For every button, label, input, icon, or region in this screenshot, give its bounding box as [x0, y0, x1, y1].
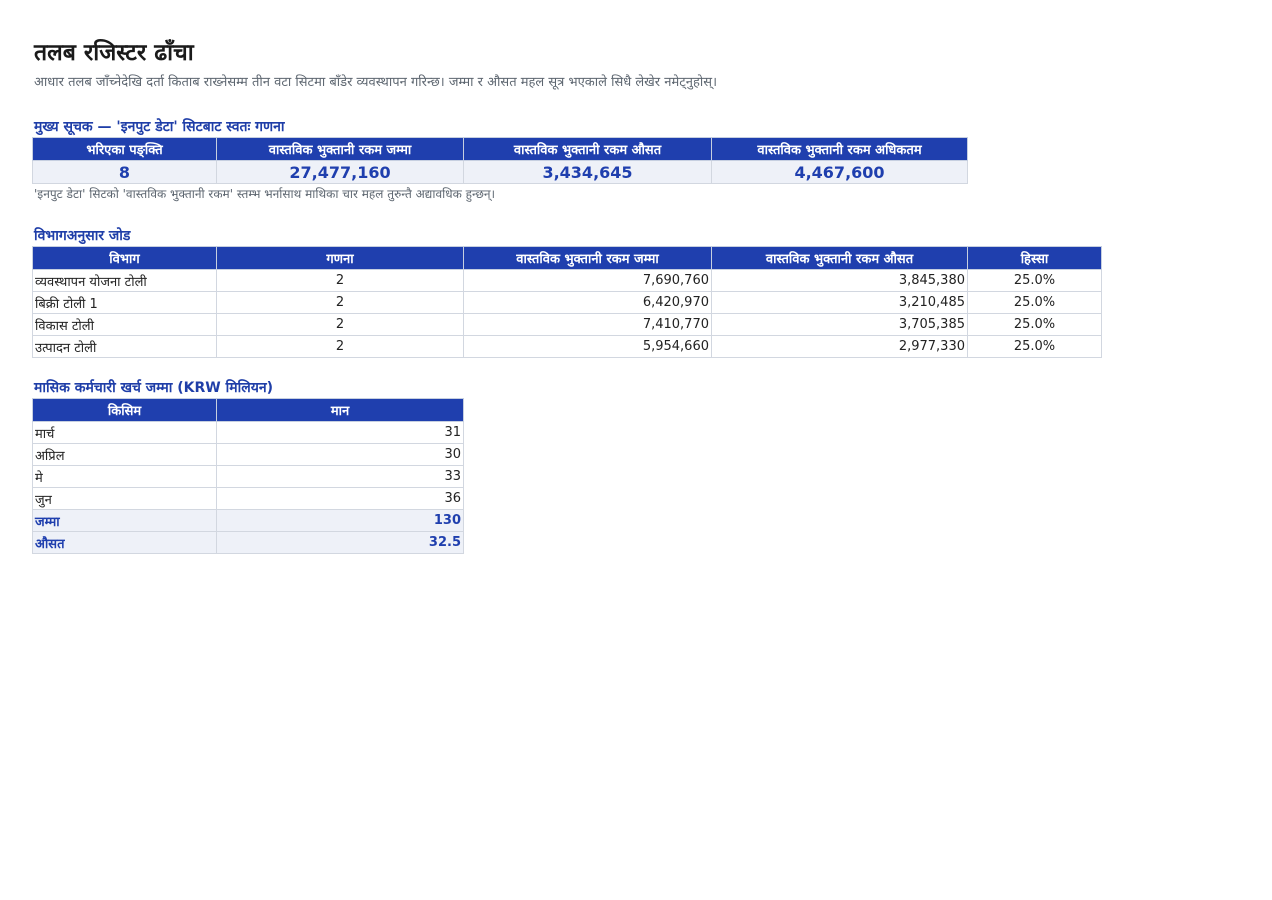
total-value-cell[interactable]: 130 — [217, 510, 464, 532]
kpi-total-value[interactable]: 27,477,160 — [217, 161, 464, 184]
department-header-cell[interactable]: विभाग — [33, 247, 217, 270]
department-average-cell[interactable]: 3,210,485 — [712, 292, 968, 314]
department-share-cell[interactable]: 25.0% — [968, 336, 1102, 358]
average-value-cell[interactable]: 32.5 — [217, 532, 464, 554]
department-share-cell[interactable]: 25.0% — [968, 292, 1102, 314]
department-total-cell[interactable]: 5,954,660 — [464, 336, 712, 358]
kpi-header-cell[interactable]: भरिएका पङ्क्ति — [33, 138, 217, 161]
kpi-section-title: मुख्य सूचक — 'इनपुट डेटा' सिटबाट स्वतः गणना — [34, 119, 285, 135]
department-header-cell[interactable]: वास्तविक भुक्तानी रकम जम्मा — [464, 247, 712, 270]
month-label-cell[interactable]: मे — [33, 466, 217, 488]
month-label-cell[interactable]: मार्च — [33, 422, 217, 444]
kpi-average-value[interactable]: 3,434,645 — [464, 161, 712, 184]
table-row — [33, 444, 464, 466]
kpi-value-row — [33, 161, 968, 184]
month-label-cell[interactable]: अप्रिल — [33, 444, 217, 466]
table-row — [33, 270, 1102, 292]
average-label-cell[interactable]: औसत — [33, 532, 217, 554]
department-name-cell[interactable]: उत्पादन टोली — [33, 336, 217, 358]
summary-row-average — [33, 532, 464, 554]
kpi-header-cell[interactable]: वास्तविक भुक्तानी रकम अधिकतम — [712, 138, 968, 161]
page-title: तलब रजिस्टर ढाँचा — [34, 40, 194, 66]
kpi-note: 'इनपुट डेटा' सिटको 'वास्तविक भुक्तानी रकम' स्तम्भ भर्नासाथ माथिका चार महल तुरुन्तै अद्यावधिक हुन्छन्। — [34, 187, 496, 201]
kpi-header-row — [33, 138, 968, 161]
monthly-header-cell[interactable]: किसिम — [33, 399, 217, 422]
table-row — [33, 488, 464, 510]
month-value-cell[interactable]: 36 — [217, 488, 464, 510]
department-header-cell[interactable]: वास्तविक भुक्तानी रकम औसत — [712, 247, 968, 270]
month-value-cell[interactable]: 33 — [217, 466, 464, 488]
department-header-cell[interactable]: गणना — [217, 247, 464, 270]
table-row — [33, 314, 1102, 336]
department-share-cell[interactable]: 25.0% — [968, 314, 1102, 336]
department-section-title: विभागअनुसार जोड — [34, 228, 131, 244]
monthly-header-cell[interactable]: मान — [217, 399, 464, 422]
total-label-cell[interactable]: जम्मा — [33, 510, 217, 532]
department-count-cell[interactable]: 2 — [217, 292, 464, 314]
department-count-cell[interactable]: 2 — [217, 314, 464, 336]
month-label-cell[interactable]: जुन — [33, 488, 217, 510]
department-total-cell[interactable]: 6,420,970 — [464, 292, 712, 314]
summary-row-total — [33, 510, 464, 532]
department-total-cell[interactable]: 7,690,760 — [464, 270, 712, 292]
kpi-header-cell[interactable]: वास्तविक भुक्तानी रकम औसत — [464, 138, 712, 161]
monthly-header-row — [33, 399, 464, 422]
department-total-cell[interactable]: 7,410,770 — [464, 314, 712, 336]
department-share-cell[interactable]: 25.0% — [968, 270, 1102, 292]
month-value-cell[interactable]: 30 — [217, 444, 464, 466]
month-value-cell[interactable]: 31 — [217, 422, 464, 444]
monthly-table — [32, 398, 464, 554]
department-name-cell[interactable]: व्यवस्थापन योजना टोली — [33, 270, 217, 292]
table-row — [33, 336, 1102, 358]
table-row — [33, 292, 1102, 314]
department-name-cell[interactable]: बिक्री टोली 1 — [33, 292, 217, 314]
department-header-cell[interactable]: हिस्सा — [968, 247, 1102, 270]
department-average-cell[interactable]: 3,845,380 — [712, 270, 968, 292]
department-count-cell[interactable]: 2 — [217, 336, 464, 358]
department-count-cell[interactable]: 2 — [217, 270, 464, 292]
kpi-max-value[interactable]: 4,467,600 — [712, 161, 968, 184]
department-header-row — [33, 247, 1102, 270]
kpi-filled-rows-value[interactable]: 8 — [33, 161, 217, 184]
monthly-section-title: मासिक कर्मचारी खर्च जम्मा (KRW मिलियन) — [34, 380, 273, 396]
table-row — [33, 466, 464, 488]
department-name-cell[interactable]: विकास टोली — [33, 314, 217, 336]
kpi-header-cell[interactable]: वास्तविक भुक्तानी रकम जम्मा — [217, 138, 464, 161]
table-row — [33, 422, 464, 444]
department-average-cell[interactable]: 3,705,385 — [712, 314, 968, 336]
kpi-table — [32, 137, 968, 184]
page-subtitle: आधार तलब जाँच्नेदेखि दर्ता किताब राख्नेसम्म तीन वटा सिटमा बाँडेर व्यवस्थापन गरिन्छ। जम्मा र औसत महल सूत्र भएकाले सिधै लेखेर नमेट्नुहोस्। — [34, 75, 718, 90]
department-average-cell[interactable]: 2,977,330 — [712, 336, 968, 358]
department-table — [32, 246, 1102, 358]
